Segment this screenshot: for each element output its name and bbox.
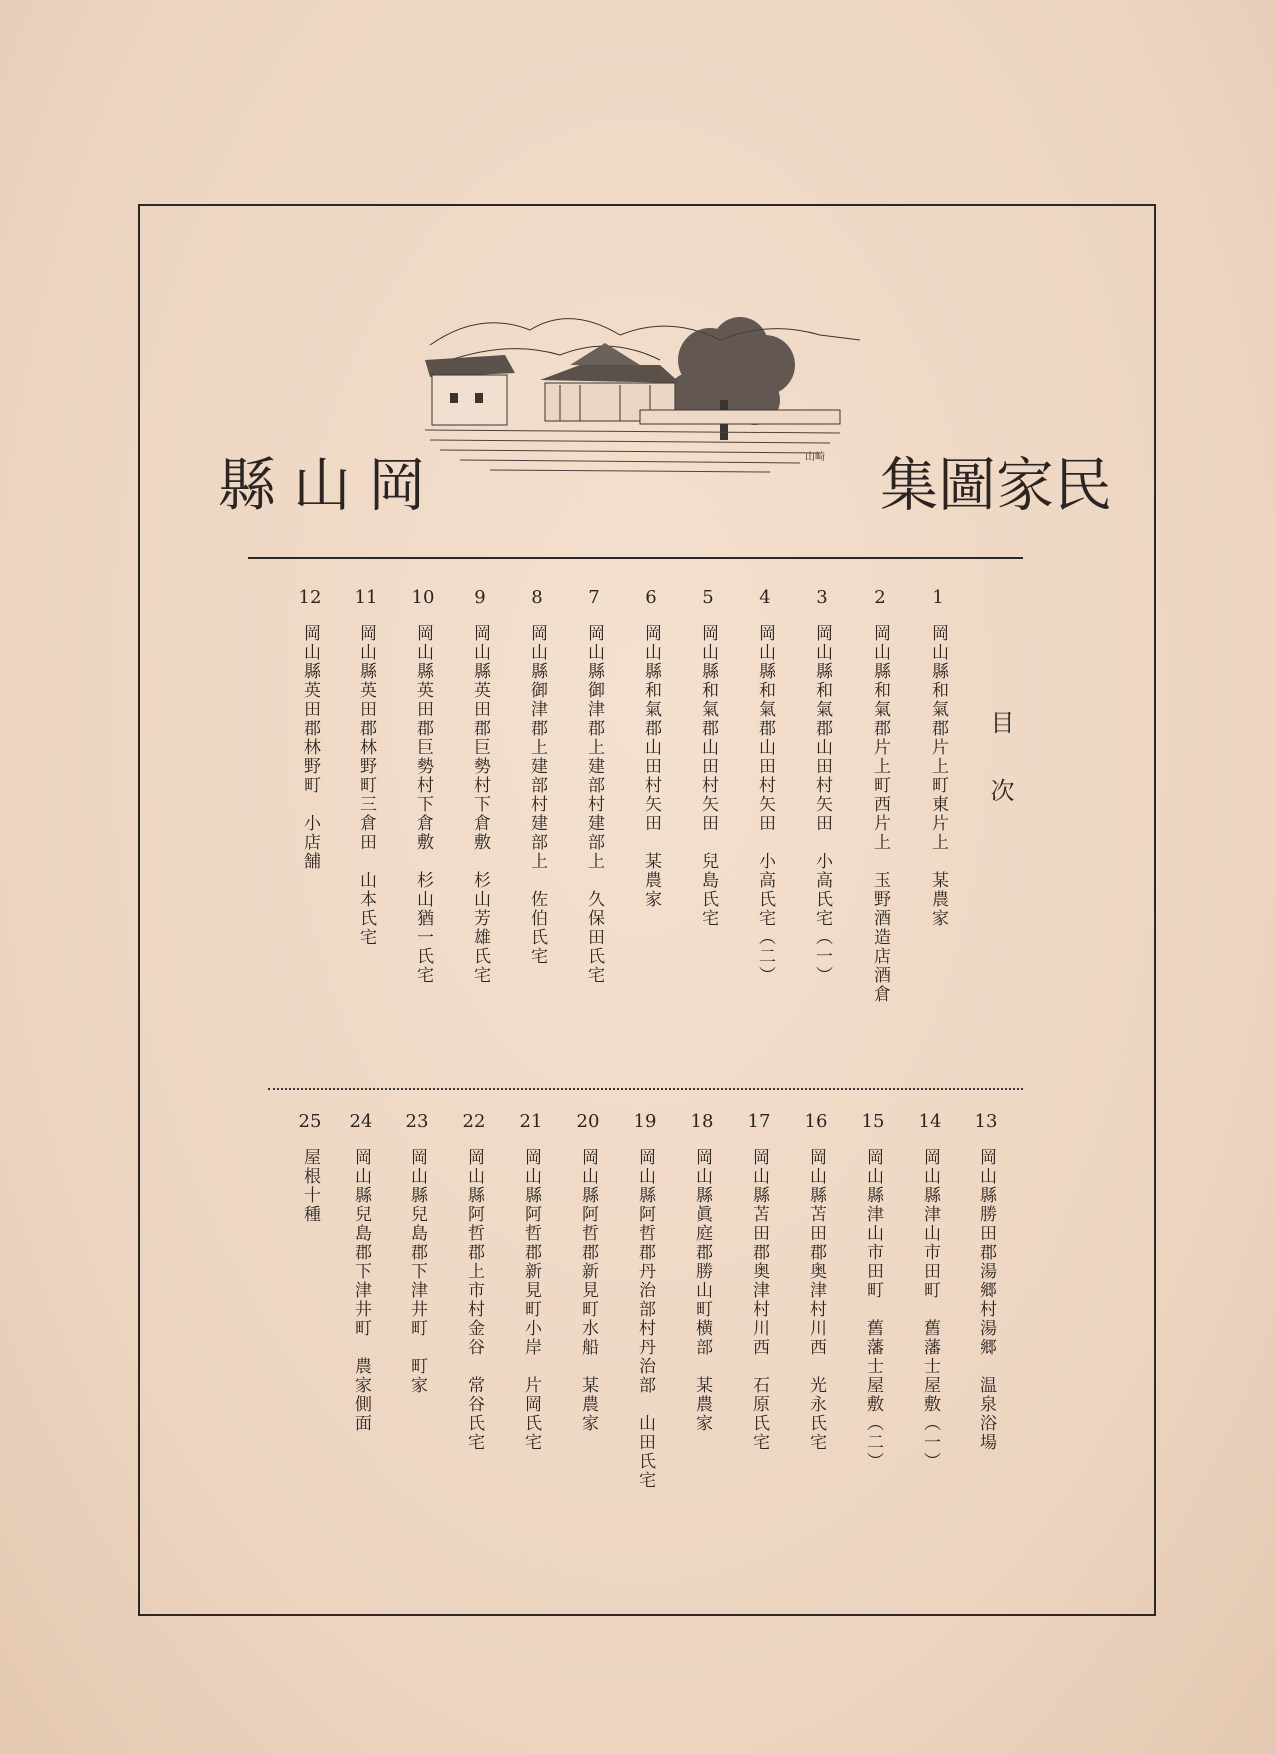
entry-text: 岡山縣英田郡林野町三倉田 山本氏宅 <box>356 624 376 947</box>
toc-entry-23 <box>397 1111 437 1395</box>
entry-number: 21 <box>519 1111 543 1132</box>
toc-entry-12 <box>290 587 330 871</box>
entry-number: 11 <box>354 587 378 608</box>
entry-text: 岡山縣阿哲郡丹治部村丹治部 山田氏宅 <box>635 1148 655 1490</box>
toc-entry-2 <box>860 587 900 1004</box>
toc-entry-1 <box>918 587 958 928</box>
entry-text: 岡山縣阿哲郡上市村金谷 常谷氏宅 <box>464 1148 484 1452</box>
entry-number: 3 <box>816 587 828 608</box>
entry-number: 5 <box>702 587 714 608</box>
title-char: 家 <box>996 451 1055 519</box>
entry-number: 10 <box>411 587 435 608</box>
divider-solid <box>248 557 1023 559</box>
title-char: 岡 <box>367 451 428 519</box>
entry-text: 岡山縣和氣郡山田村矢田 兒島氏宅 <box>698 624 718 928</box>
entry-text: 岡山縣阿哲郡新見町水船 某農家 <box>578 1148 598 1433</box>
toc-entry-14 <box>910 1111 950 1471</box>
entry-text: 岡山縣兒島郡下津井町 町家 <box>407 1148 427 1395</box>
entry-text: 岡山縣勝田郡湯郷村湯郷 温泉浴場 <box>976 1148 996 1452</box>
toc-entry-13 <box>966 1111 1006 1452</box>
entry-text: 岡山縣御津郡上建部村建部上 久保田氏宅 <box>584 624 604 985</box>
entry-number: 1 <box>932 587 944 608</box>
entry-number: 13 <box>974 1111 998 1132</box>
entry-text: 岡山縣津山市田町 舊藩士屋敷（二） <box>863 1148 883 1471</box>
entry-number: 17 <box>747 1111 771 1132</box>
illustration-signature: 山崎 <box>805 452 825 463</box>
title-char: 縣 <box>218 451 279 519</box>
entry-text: 岡山縣津山市田町 舊藩士屋敷（一） <box>920 1148 940 1471</box>
entry-number: 15 <box>861 1111 885 1132</box>
entry-number: 12 <box>298 587 322 608</box>
toc-entry-18 <box>682 1111 722 1433</box>
toc-entry-7 <box>574 587 614 985</box>
entry-text: 岡山縣阿哲郡新見町小岸 片岡氏宅 <box>521 1148 541 1452</box>
entry-number: 20 <box>576 1111 600 1132</box>
title-prefecture <box>218 438 428 522</box>
entry-number: 4 <box>759 587 771 608</box>
title-char: 山 <box>292 451 353 519</box>
toc-entry-19 <box>625 1111 665 1490</box>
toc-entry-11 <box>346 587 386 947</box>
entry-number: 16 <box>804 1111 828 1132</box>
entry-text: 岡山縣和氣郡山田村矢田 某農家 <box>641 624 661 909</box>
entry-number: 7 <box>588 587 600 608</box>
entry-text: 岡山縣英田郡林野町 小店舗 <box>300 624 320 871</box>
entry-text: 岡山縣眞庭郡勝山町横部 某農家 <box>692 1148 712 1433</box>
entry-number: 6 <box>645 587 657 608</box>
title-char: 集 <box>880 451 939 519</box>
toc-entry-3 <box>802 587 842 985</box>
toc-entry-6 <box>631 587 671 909</box>
entry-text: 岡山縣和氣郡片上町西片上 玉野酒造店酒倉 <box>870 624 890 1004</box>
toc-entry-10 <box>403 587 443 985</box>
entry-number: 18 <box>690 1111 714 1132</box>
toc-entry-4 <box>745 587 785 985</box>
entry-text: 岡山縣和氣郡片上町東片上 某農家 <box>928 624 948 928</box>
entry-text: 岡山縣英田郡巨勢村下倉敷 杉山芳雄氏宅 <box>470 624 490 985</box>
toc-entry-16 <box>796 1111 836 1452</box>
entry-text: 岡山縣御津郡上建部村建部上 佐伯氏宅 <box>527 624 547 966</box>
entry-number: 22 <box>462 1111 486 1132</box>
toc-entry-21 <box>511 1111 551 1452</box>
entry-number: 2 <box>874 587 886 608</box>
entry-text: 岡山縣苫田郡奥津村川西 石原氏宅 <box>749 1148 769 1452</box>
entry-text: 岡山縣和氣郡山田村矢田 小高氏宅（二） <box>755 624 775 985</box>
toc-entry-24 <box>341 1111 381 1433</box>
toc-entry-17 <box>739 1111 779 1452</box>
entry-number: 25 <box>298 1111 322 1132</box>
title-char: 圖 <box>938 451 997 519</box>
divider-dotted <box>268 1088 1023 1090</box>
toc-entry-5 <box>688 587 728 928</box>
toc-entry-15 <box>853 1111 893 1471</box>
entry-text: 屋根十種 <box>300 1148 320 1224</box>
entry-number: 8 <box>531 587 543 608</box>
toc-entry-9 <box>460 587 500 985</box>
entry-text: 岡山縣苫田郡奥津村川西 光永氏宅 <box>806 1148 826 1452</box>
entry-text: 岡山縣英田郡巨勢村下倉敷 杉山猶一氏宅 <box>413 624 433 985</box>
toc-heading: 目次 <box>986 710 1014 846</box>
toc-entry-20 <box>568 1111 608 1433</box>
title-collection <box>880 438 1113 522</box>
entry-number: 23 <box>405 1111 429 1132</box>
entry-number: 24 <box>349 1111 373 1132</box>
toc-entry-22 <box>454 1111 494 1452</box>
entry-text: 岡山縣和氣郡山田村矢田 小高氏宅（一） <box>812 624 832 985</box>
title-char: 民 <box>1054 451 1113 519</box>
entry-text: 岡山縣兒島郡下津井町 農家側面 <box>351 1148 371 1433</box>
entry-number: 9 <box>474 587 486 608</box>
toc-entry-25 <box>290 1111 330 1224</box>
farmhouse-landscape-illustration <box>420 305 865 505</box>
toc-entry-8 <box>517 587 557 966</box>
entry-number: 14 <box>918 1111 942 1132</box>
entry-number: 19 <box>633 1111 657 1132</box>
